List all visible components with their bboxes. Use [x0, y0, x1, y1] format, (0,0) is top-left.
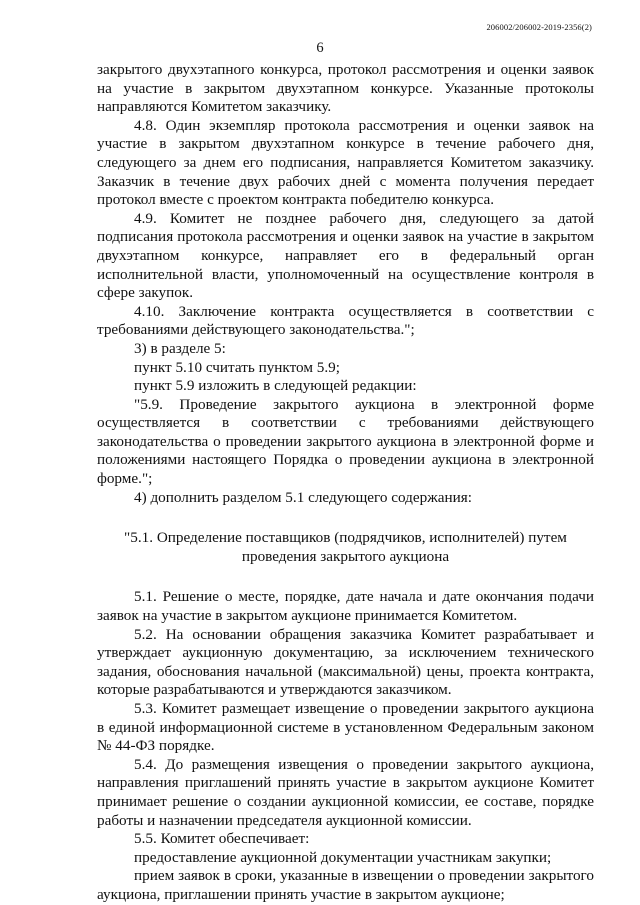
paragraph-item-3-b: пункт 5.9 изложить в следующей редакции:	[134, 377, 417, 395]
paragraph-item-4: 4) дополнить разделом 5.1 следующего содержания:	[134, 488, 472, 506]
paragraph-item-3: 3) в разделе 5:	[134, 339, 226, 357]
section-heading-line-2: проведения закрытого аукциона	[241, 547, 450, 565]
paragraph-4-8: 4.8. Один экземпляр протокола рассмотрения и оценки заявок на участие в закрытом двухэтапном конкурсе в течение рабочего дня, следующего за днем его подписания, направляется Комитетом заказчику. Заказчик в течение двух рабочих дней с момента получения передает протокол вместе с проектом контракта победителю конкурса.	[97, 116, 594, 209]
page-number: 6	[316, 40, 324, 56]
paragraph-4-10: 4.10. Заключение контракта осуществляется в соответствии с требованиями действующего законодательства.";	[97, 302, 594, 339]
paragraph-5-2: 5.2. На основании обращения заказчика Комитет разрабатывает и утверждает аукционную документацию, за исключением технического задания, обоснования начальной (максимальной) цены, проекта контракта, которые разрабатываются и утверждаются заказчиком.	[97, 625, 594, 699]
paragraph-4-9: 4.9. Комитет не позднее рабочего дня, следующего за датой подписания протокола рассмотрения и оценки заявок на участие в закрытом двухэтапном конкурсе, направляет его в федеральный орган исполнительной власти, уполномоченный на осуществление контроля в сфере закупок.	[97, 209, 594, 302]
paragraph-item-3-a: пункт 5.10 считать пунктом 5.9;	[134, 358, 340, 376]
paragraph-5-9-quote: "5.9. Проведение закрытого аукциона в электронной форме осуществляется в соответствии с требованиями действующего законодательства о проведении закрытого аукциона в электронной форме и положениями настоящего Порядка о проведении аукциона в электронной форме.";	[97, 395, 594, 488]
section-heading-line-1: "5.1. Определение поставщиков (подрядчиков, исполнителей) путем	[124, 529, 567, 547]
paragraph-5-5-item-2: прием заявок в сроки, указанные в извещении о проведении закрытого аукциона, приглашении принять участие в закрытом аукционе;	[97, 867, 594, 903]
document-body	[97, 61, 594, 905]
document-id: 206002/206002-2019-2356(2)	[486, 22, 592, 32]
paragraph-5-5: 5.5. Комитет обеспечивает:	[134, 830, 310, 848]
paragraph-5-1: 5.1. Решение о месте, порядке, дате начала и дате окончания подачи заявок на участие в закрытом аукционе принимается Комитетом.	[97, 588, 594, 625]
paragraph-continuation: закрытого двухэтапного конкурса, протокол рассмотрения и оценки заявок на участие в закрытом двухэтапном конкурсе. Указанные протоколы направляются Комитетом заказчику.	[97, 61, 594, 116]
paragraph-5-5-item-1: предоставление аукционной документации участникам закупки;	[134, 848, 552, 866]
paragraph-5-4: 5.4. До размещения извещения о проведении закрытого аукциона, направления приглашений принять участие в закрытом аукционе Комитет принимает решение о создании аукционной комиссии, ее составе, порядке работы и назначении председателя аукционной комиссии.	[97, 755, 594, 829]
section-heading	[97, 529, 594, 566]
paragraph-5-3: 5.3. Комитет размещает извещение о проведении закрытого аукциона в единой информационной системе в установленном Федеральным законом № 44-ФЗ порядке.	[97, 700, 594, 755]
